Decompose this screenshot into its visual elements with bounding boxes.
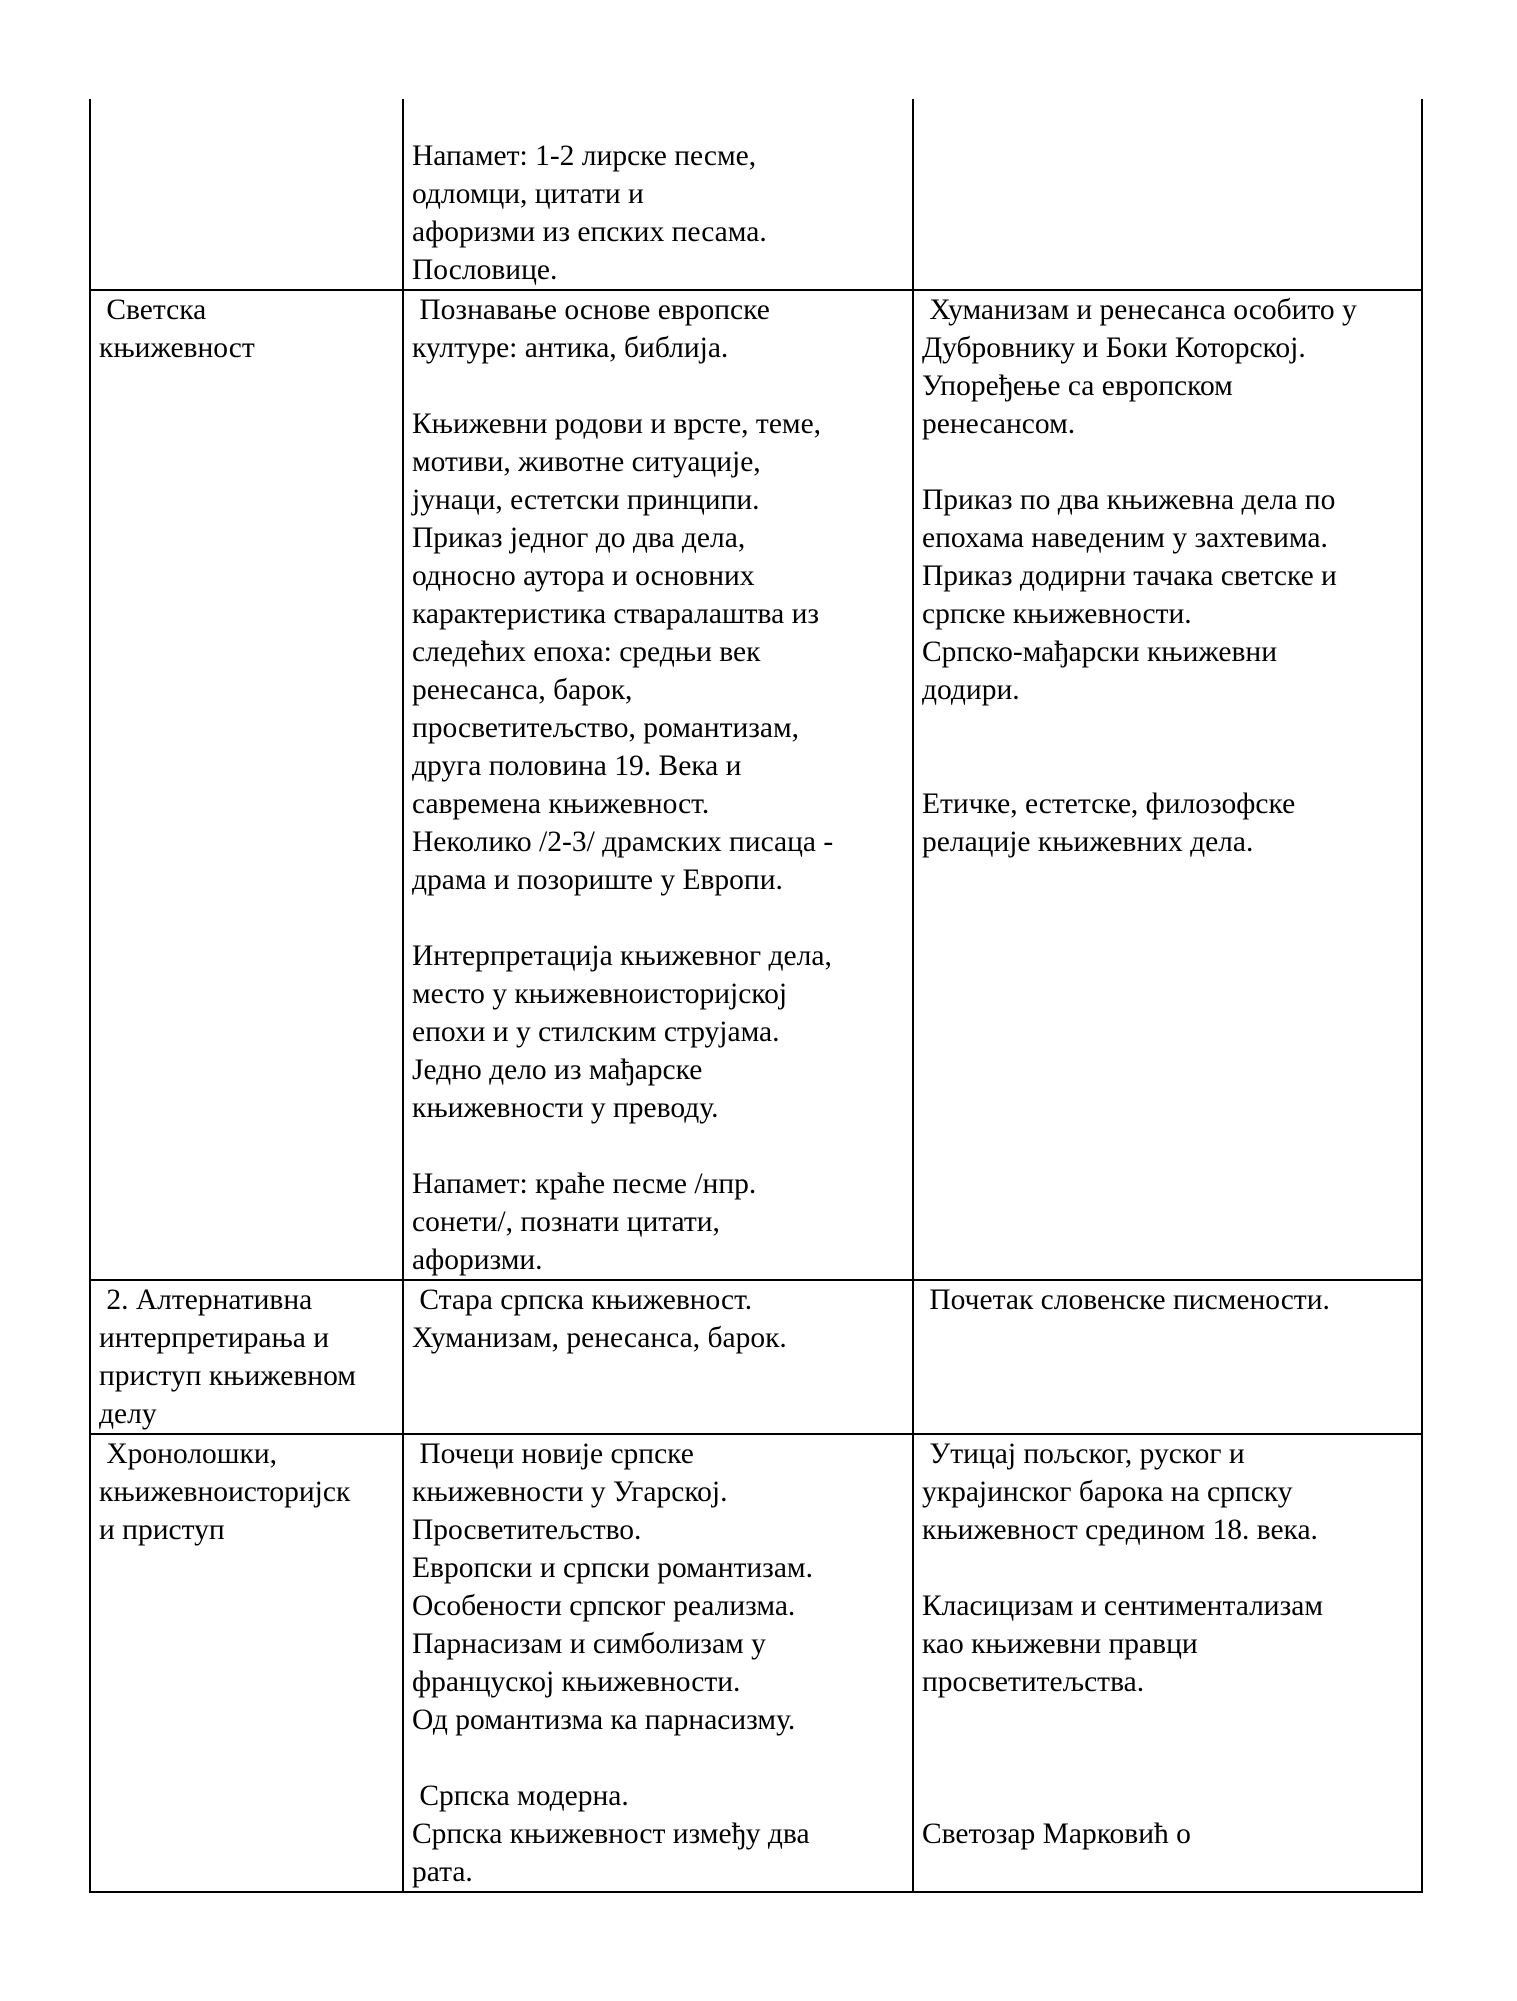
- cell-text: Познавање основе европске културе: антика, библија. Књижевни родови и врсте, теме, мотиви, животне ситуације, јунаци, естетски принципи. Приказ једног до два дела, односно аутора и основних карактеристика стваралаштва из следећих епоха: средњи век ренесанса, барок, просветитељство, романтизам, друга половина 19. Века и савремена књижевност. Неколико /2-3/ драмских писаца - драма и позориште у Европи. Интерпретација књижевног дела, место у књижевноисторијској епохи и у стилским струјама. Једно дело из мађарске књижевности у преводу. Напамет: краће песме /нпр. сонети/, познати цитати, афоризми.: [412, 294, 834, 1276]
- cell-text: Светска књижевност: [99, 294, 255, 364]
- table-cell-notes: [913, 1434, 1422, 1892]
- cell-text: Утицај пољског, руског и украјинског барока на српску књижевност средином 18. века. Класицизам и сентиментализам као књижевни правци просветитељства. Светозар Марковић о: [922, 1438, 1323, 1850]
- table-cell-notes: [913, 1280, 1422, 1434]
- table-cell-topic: [90, 1434, 403, 1892]
- table-cell-topic: [90, 1280, 403, 1434]
- cell-text: Хуманизам и ренесанса особито у Дубровнику и Боки Которској. Упоређење са европском ренесансом. Приказ по два књижевна дела по епохама наведеним у захтевима. Приказ додирни тачака светске и српске књижевности. Српско-мађарски књижевни додири. Етичке, естетске, филозофске релације књижевних дела.: [922, 294, 1357, 858]
- table-cell-notes: [913, 99, 1422, 290]
- table-cell-notes: [913, 290, 1422, 1280]
- table-row: [90, 1280, 1422, 1434]
- cell-text: Напамет: 1-2 лирске песме, одломци, цитати и афоризми из епских песама. Пословице.: [412, 140, 767, 286]
- table-cell-content: [403, 1434, 913, 1892]
- cell-text: Стара српска књижевност. Хуманизам, ренесанса, барок.: [412, 1284, 787, 1354]
- table-cell-content: [403, 99, 913, 290]
- table-row: [90, 99, 1422, 290]
- table-row: [90, 290, 1422, 1280]
- table-cell-topic: [90, 290, 403, 1280]
- table-cell-content: [403, 290, 913, 1280]
- cell-text: Почетак словенске писмености.: [922, 1284, 1330, 1316]
- table-row: [90, 1434, 1422, 1892]
- cell-text: Почеци новије српске књижевности у Угарској. Просветитељство. Европски и српски романтизам. Особености српског реализма. Парнасизам и симболизам у француској књижевности. Од романтизма ка парнасизму. Српска модерна. Српска књижевност између два рата.: [412, 1438, 813, 1888]
- curriculum-table: [89, 99, 1423, 1893]
- table-cell-topic: [90, 99, 403, 290]
- cell-text: Хронолошки, књижевноисторијск и приступ: [99, 1438, 351, 1546]
- cell-text: 2. Алтернативна интерпретирања и приступ књижевном делу: [99, 1284, 356, 1430]
- table-cell-content: [403, 1280, 913, 1434]
